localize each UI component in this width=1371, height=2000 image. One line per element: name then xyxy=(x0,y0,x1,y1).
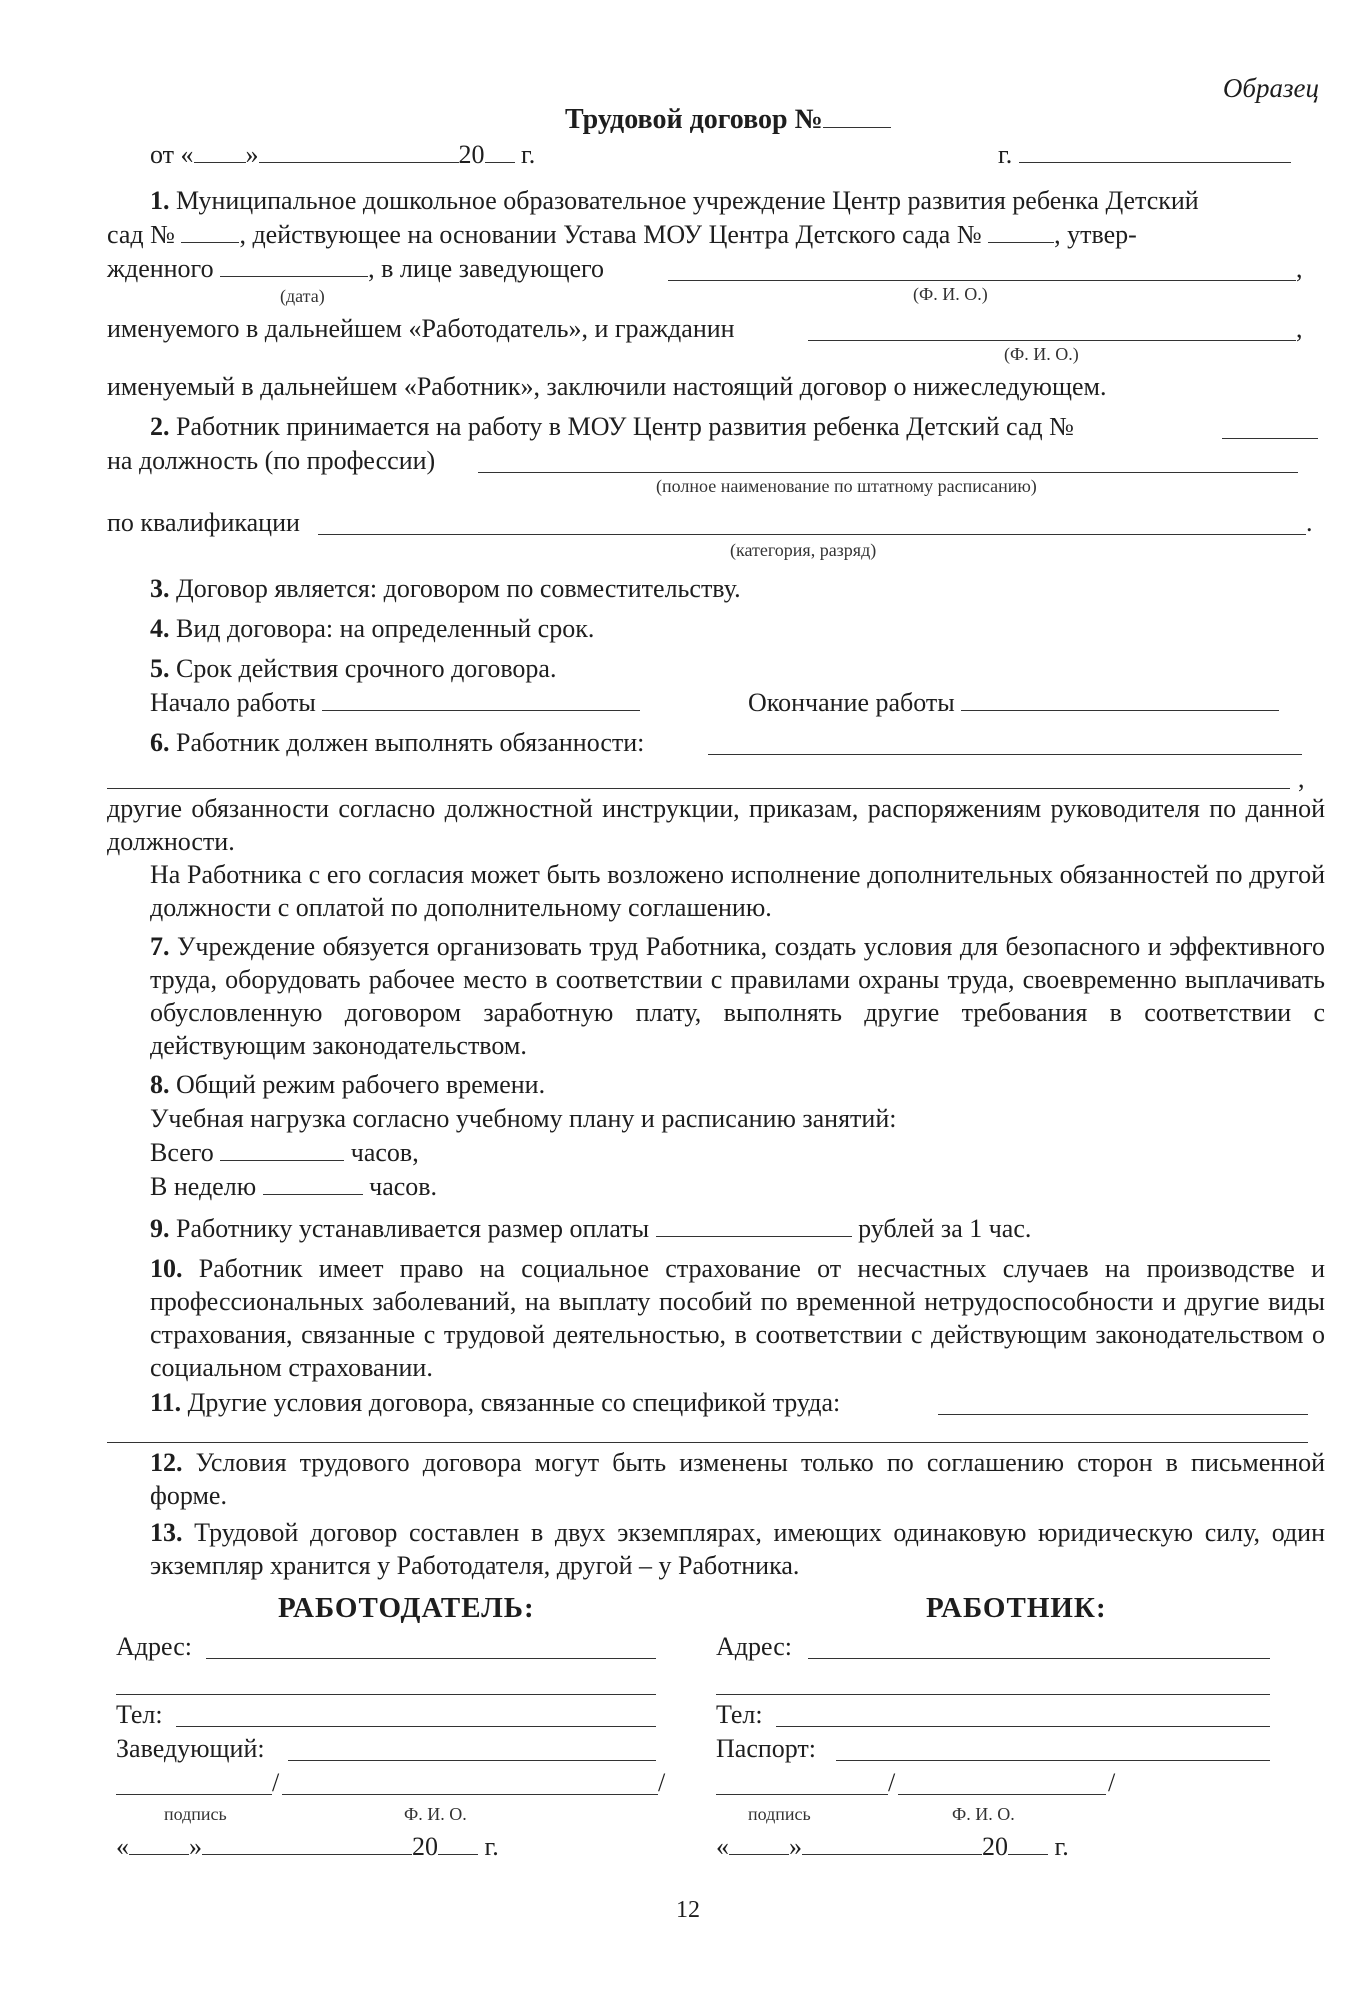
p10-number: 10. xyxy=(150,1254,183,1283)
employee-date-year-blank xyxy=(1008,1830,1048,1855)
p1-line2 xyxy=(107,218,1137,251)
p6-extra: На Работника с его согласия может быть возложено исполнение дополнительных обязанностей по другой должности с оплатой по дополнительному соглашению. xyxy=(150,860,1325,922)
p6-duties-line1 xyxy=(708,754,1302,755)
p3-text: Договор является: договором по совместительству. xyxy=(176,574,741,603)
p5-number: 5. xyxy=(150,654,170,683)
employee-address-line2 xyxy=(716,1694,1270,1695)
employee-date-close: » xyxy=(789,1832,802,1861)
contract-title-text: Трудовой договор № xyxy=(565,104,823,135)
date-quote: » xyxy=(245,140,259,169)
employer-head-line xyxy=(288,1760,656,1761)
p5-start-label: Начало работы xyxy=(150,688,316,717)
employee-passport-line xyxy=(836,1760,1270,1761)
p2-line2: на должность (по профессии) xyxy=(107,446,436,475)
p1-comma2: , xyxy=(1296,314,1303,343)
employer-date-year-blank xyxy=(438,1830,478,1855)
p1-date-label: (дата) xyxy=(280,286,325,306)
employer-sign-slash2: / xyxy=(658,1768,666,1797)
p3-number: 3. xyxy=(150,574,170,603)
p13-text: Трудовой договор составлен в двух экземплярах, имеющих одинаковую юридическую силу, один экземпляр хранится у Работодателя, другой – у Работника. xyxy=(150,1518,1326,1580)
employee-date-year: 20 xyxy=(982,1832,1008,1861)
employee-phone-line xyxy=(776,1726,1270,1727)
p11-line xyxy=(150,1386,840,1419)
p12-text: Условия трудового договора могут быть изменены только по соглашению сторон в письменной форме. xyxy=(150,1448,1325,1510)
date-year-suffix: г. xyxy=(521,140,536,169)
p8-total-blank xyxy=(220,1136,344,1161)
sample-label: Образец xyxy=(1222,73,1319,103)
contract-title xyxy=(565,103,891,136)
employer-phone-label: Тел: xyxy=(116,1700,163,1729)
employer-sign-label: подпись xyxy=(164,1804,227,1824)
p8-text: Общий режим рабочего времени. xyxy=(176,1070,546,1099)
p4-text: Вид договора: на определенный срок. xyxy=(176,614,595,643)
date-line xyxy=(150,138,535,171)
p2-kindergarten-number-line xyxy=(1222,438,1318,439)
p8-line xyxy=(150,1068,545,1101)
p7-paragraph xyxy=(107,930,1325,1062)
employer-date-line xyxy=(116,1830,499,1863)
p1-line2-a: сад № xyxy=(107,220,175,249)
employer-date-day-blank xyxy=(129,1830,189,1855)
employer-fio-line xyxy=(282,1794,658,1795)
city-prefix: г. xyxy=(998,140,1013,169)
employee-date-month-blank xyxy=(802,1830,982,1855)
employer-address-line1 xyxy=(206,1658,656,1659)
p2-qualification-line xyxy=(318,534,1306,535)
p1-line4-text: именуемого в дальнейшем «Работодатель», и гражданин xyxy=(107,314,735,343)
p13-paragraph xyxy=(107,1516,1325,1582)
p5-end-label: Окончание работы xyxy=(748,688,955,717)
employee-fio-label: Ф. И. О. xyxy=(952,1804,1015,1824)
p8-week-blank xyxy=(263,1170,363,1195)
p6-line xyxy=(150,726,644,759)
p6-duties-line2 xyxy=(107,788,1290,789)
p9-rate-blank xyxy=(656,1212,852,1237)
employer-date-month-blank xyxy=(202,1830,412,1855)
p4-line xyxy=(150,612,594,645)
p2-period: . xyxy=(1306,508,1313,537)
p2-line1 xyxy=(150,410,1074,443)
employee-heading: РАБОТНИК: xyxy=(926,1592,1107,1624)
p1-fio-label2: (Ф. И. О.) xyxy=(1004,344,1079,364)
employee-sign-slash1: / xyxy=(888,1768,896,1797)
p1-approval-date-blank xyxy=(220,252,368,277)
p1-line3 xyxy=(107,252,604,285)
p9-number: 9. xyxy=(150,1214,170,1243)
employer-heading: РАБОТОДАТЕЛЬ: xyxy=(278,1592,535,1624)
employer-date-open: « xyxy=(116,1832,129,1861)
employee-sign-label: подпись xyxy=(748,1804,811,1824)
p9-line xyxy=(150,1212,1031,1245)
p8-number: 8. xyxy=(150,1070,170,1099)
employer-date-year: 20 xyxy=(412,1832,438,1861)
date-from: от « xyxy=(150,140,194,169)
p8-week xyxy=(150,1170,437,1203)
date-year-blank xyxy=(485,138,515,163)
p11-text: Другие условия договора, связанные со спецификой труда: xyxy=(187,1388,841,1417)
employer-address-label: Адрес: xyxy=(116,1632,192,1661)
employee-fio-line xyxy=(898,1794,1106,1795)
p1-line1 xyxy=(150,184,1199,217)
p1-kindergarten-number-blank xyxy=(181,218,239,243)
p1-charter-number-blank xyxy=(988,218,1054,243)
p10-paragraph xyxy=(107,1252,1325,1384)
p8-week-unit: часов. xyxy=(369,1172,438,1201)
p1-head-fio-line xyxy=(668,280,1296,281)
date-month-blank xyxy=(259,138,459,163)
p11-number: 11. xyxy=(150,1388,182,1417)
p6-continuation: другие обязанности согласно должностной инструкции, приказам, распоряжениям руководителя по данной должности. xyxy=(107,794,1325,856)
p4-number: 4. xyxy=(150,614,170,643)
p11-conditions-line2 xyxy=(107,1442,1308,1443)
p5-text: Срок действия срочного договора. xyxy=(176,654,557,683)
p12-paragraph xyxy=(107,1446,1325,1512)
p5-end xyxy=(748,686,1279,719)
p2-position-label: (полное наименование по штатному расписанию) xyxy=(656,476,1037,496)
p13-number: 13. xyxy=(150,1518,183,1547)
p10-text: Работник имеет право на социальное страхование от несчастных случаев на производстве и профессиональных заболеваний, на выплату пособий по временной нетрудоспособности и другие виды страхования, связанные с трудовой деятельностью, в соответствии с действующим законодательством о социальном страховании. xyxy=(150,1254,1326,1382)
employer-date-suffix: г. xyxy=(484,1832,499,1861)
p1-fio-label: (Ф. И. О.) xyxy=(913,284,988,304)
employer-sign-slash1: / xyxy=(272,1768,280,1797)
employee-date-open: « xyxy=(716,1832,729,1861)
p12-number: 12. xyxy=(150,1448,183,1477)
p8-total xyxy=(150,1136,419,1169)
p2-category-label: (категория, разряд) xyxy=(730,540,877,560)
p5-end-blank xyxy=(961,686,1279,711)
city-line xyxy=(998,138,1291,171)
employer-date-close: » xyxy=(189,1832,202,1861)
p9-text: Работнику устанавливается размер оплаты xyxy=(176,1214,650,1243)
p1-text-line1: Муниципальное дошкольное образовательное учреждение Центр развития ребенка Детский xyxy=(176,186,1199,215)
date-day-blank xyxy=(194,138,246,163)
employee-sign-line xyxy=(716,1794,888,1795)
employer-fio-label: Ф. И. О. xyxy=(404,1804,467,1824)
p11-conditions-line1 xyxy=(938,1414,1308,1415)
p8-load: Учебная нагрузка согласно учебному плану и расписанию занятий: xyxy=(150,1104,897,1133)
p1-line2-c: , утвер- xyxy=(1054,220,1137,249)
date-year: 20 xyxy=(458,140,485,169)
employer-phone-line xyxy=(176,1726,656,1727)
p2-number: 2. xyxy=(150,412,170,441)
p8-week-label: В неделю xyxy=(150,1172,257,1201)
p2-text-line1: Работник принимается на работу в МОУ Центр развития ребенка Детский сад № xyxy=(176,412,1074,441)
employee-date-line xyxy=(716,1830,1069,1863)
p7-number: 7. xyxy=(150,932,170,961)
page-number: 12 xyxy=(676,1897,700,1923)
employee-passport-label: Паспорт: xyxy=(716,1734,817,1763)
p6-text: Работник должен выполнять обязанности: xyxy=(176,728,645,757)
p1-number: 1. xyxy=(150,186,170,215)
employee-date-suffix: г. xyxy=(1054,1832,1069,1861)
p8-total-unit: часов, xyxy=(350,1138,419,1167)
p8-total-label: Всего xyxy=(150,1138,214,1167)
employee-date-day-blank xyxy=(729,1830,789,1855)
employer-address-line2 xyxy=(116,1694,656,1695)
employer-head-label: Заведующий: xyxy=(116,1734,265,1763)
p1-line4 xyxy=(107,312,735,345)
p6-number: 6. xyxy=(150,728,170,757)
p1-line5: именуемый в дальнейшем «Работник», заключили настоящий договор о нижеследующем. xyxy=(107,372,1107,401)
employee-sign-slash2: / xyxy=(1108,1768,1116,1797)
employee-phone-label: Тел: xyxy=(716,1700,763,1729)
employee-address-label: Адрес: xyxy=(716,1632,792,1661)
p2-position-line xyxy=(478,472,1298,473)
p5-line xyxy=(150,652,556,685)
employee-address-line1 xyxy=(808,1658,1270,1659)
city-blank xyxy=(1019,138,1291,163)
p1-citizen-fio-line xyxy=(808,340,1296,341)
p5-start-blank xyxy=(322,686,640,711)
p1-line2-b: , действующее на основании Устава МОУ Центра Детского сада № xyxy=(239,220,982,249)
p1-line3-b: , в лице заведующего xyxy=(368,254,605,283)
p1-line3-a: жденного xyxy=(107,254,214,283)
p5-start xyxy=(150,686,640,719)
p3-line xyxy=(150,572,741,605)
p6-comma: , xyxy=(1298,764,1305,793)
p7-text: Учреждение обязуется организовать труд Работника, создать условия для безопасного и эффективного труда, оборудовать рабочее место в соответствии с правилами охраны труда, своевременно выплачивать обусловленную договором заработную плату, выполнять другие требования в соответствии с действующим законодательством. xyxy=(150,932,1326,1060)
p2-line3: по квалификации xyxy=(107,508,300,537)
p1-comma1: , xyxy=(1296,254,1303,283)
p9-unit: рублей за 1 час. xyxy=(858,1214,1032,1243)
contract-number-blank xyxy=(823,103,891,128)
employer-sign-line xyxy=(116,1794,272,1795)
